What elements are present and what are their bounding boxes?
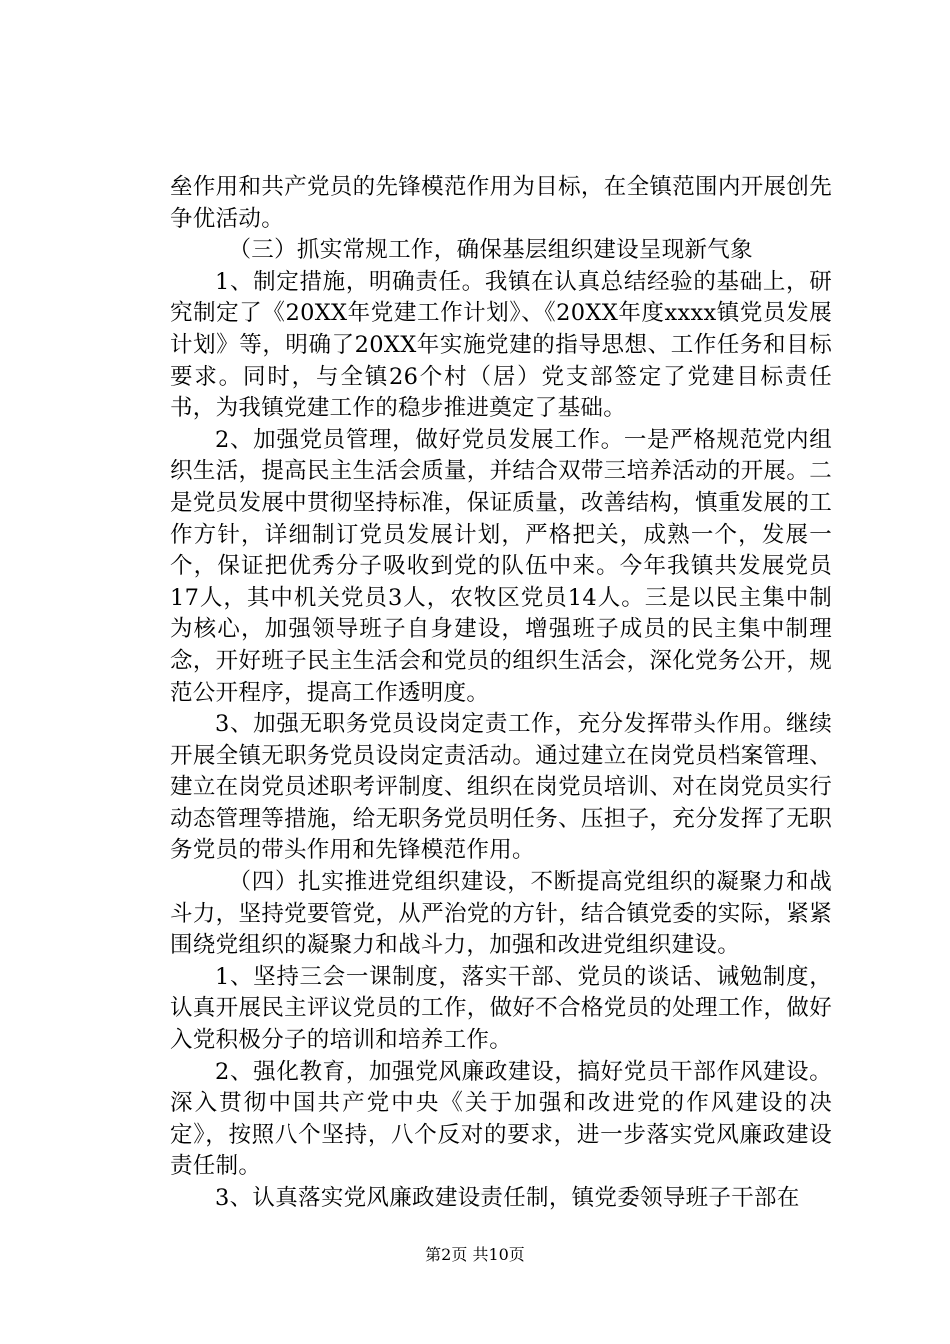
section-heading-4: （四）扎实推进党组织建设，不断提高党组织的凝聚力和战斗力，坚持党要管党，从严治党的方针，结合镇党委的实际，紧紧围绕党组织的凝聚力和战斗力，加强和改进党组织建设。	[170, 869, 832, 959]
page-footer: 第2页 共10页	[425, 1245, 525, 1264]
paragraph-3-1: 1、制定措施，明确责任。我镇在认真总结经验的基础上，研究制定了《20XX年党建工作计划》、《20XX年度xxxx镇党员发展计划》等，明确了20XX年实施党建的指导思想、工作任务和目标要求。同时，与全镇26个村（居）党支部签定了党建目标责任书，为我镇党建工作的稳步推进奠定了基础。	[170, 268, 832, 422]
paragraph-4-2: 2、强化教育，加强党风廉政建设，搞好党员干部作风建设。深入贯彻中国共产党中央《关于加强和改进党的作风建设的决定》，按照八个坚持，八个反对的要求，进一步落实党风廉政建设责任制。	[170, 1058, 832, 1180]
paragraph-continuation: 垒作用和共产党员的先锋模范作用为目标，在全镇范围内开展创先争优活动。	[170, 174, 832, 232]
paragraph-4-3: 3、认真落实党风廉政建设责任制，镇党委领导班子干部在	[215, 1185, 800, 1211]
paragraph-3-3: 3、加强无职务党员设岗定责工作，充分发挥带头作用。继续开展全镇无职务党员设岗定责活动。通过建立在岗党员档案管理、建立在岗党员述职考评制度、组织在岗党员培训、对在岗党员实行动态管理等措施，给无职务党员明任务、压担子，充分发挥了无职务党员的带头作用和先锋模范作用。	[170, 711, 832, 864]
section-heading-3: （三）抓实常规工作，确保基层组织建设呈现新气象	[228, 237, 753, 264]
document-body	[170, 172, 832, 1215]
paragraph-3-2: 2、加强党员管理，做好党员发展工作。一是严格规范党内组织生活，提高民主生活会质量，并结合双带三培养活动的开展。二是党员发展中贯彻坚持标准，保证质量，改善结构，慎重发展的工作方针，详细制订党员发展计划，严格把关，成熟一个，发展一个，保证把优秀分子吸收到党的队伍中来。今年我镇共发展党员17人，其中机关党员3人，农牧区党员14人。三是以民主集中制为核心，加强领导班子自身建设，增强班子成员的民主集中制理念，开好班子民主生活会和党员的组织生活会，深化党务公开，规范公开程序，提高工作透明度。	[170, 426, 832, 706]
paragraph-4-1: 1、坚持三会一课制度，落实干部、党员的谈话、诫勉制度，认真开展民主评议党员的工作，做好不合格党员的处理工作，做好入党积极分子的培训和培养工作。	[170, 963, 832, 1054]
